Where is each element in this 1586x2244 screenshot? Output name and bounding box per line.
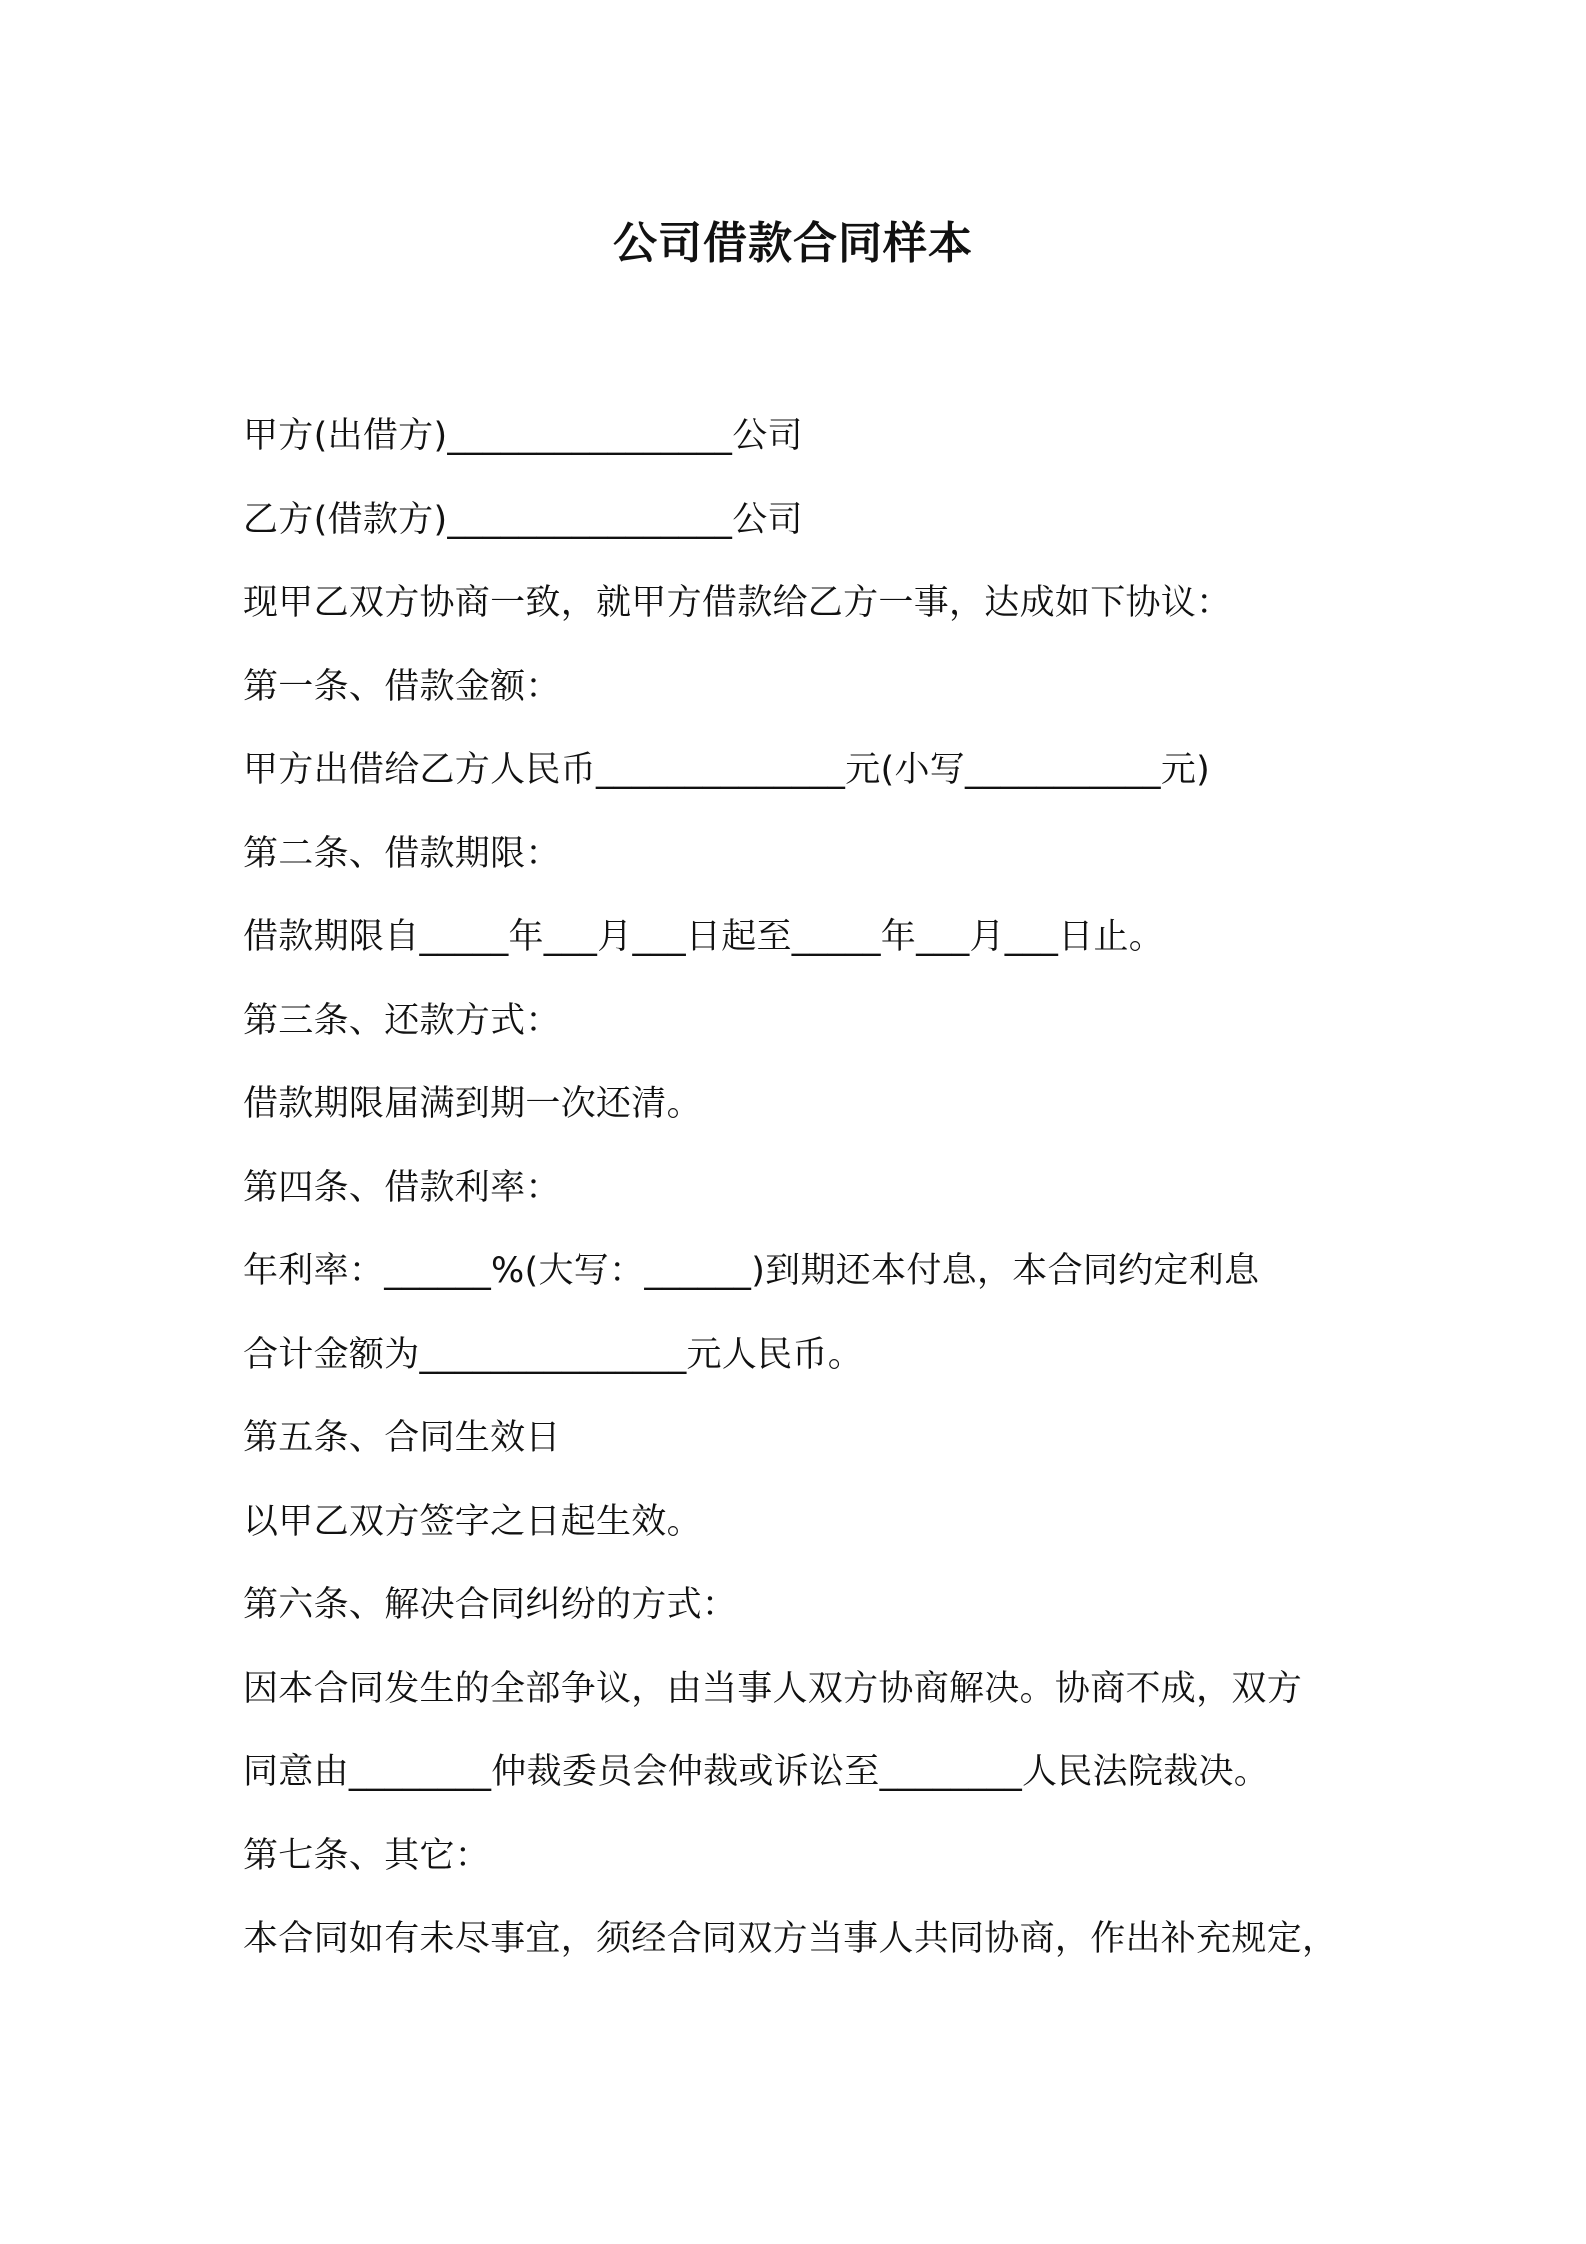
article-7-text: 本合同如有未尽事宜，须经合同双方当事人共同协商，作出补充规定，: [243, 1919, 1338, 1959]
article-2-heading: 第二条、借款期限：: [243, 833, 561, 874]
article-3-text: 借款期限届满到期一次还清。: [243, 1084, 702, 1124]
article-4-text-line-1: 年利率：______%(大写：______)到期还本付息，本合同约定利息: [243, 1251, 1260, 1291]
article-1-heading: 第一条、借款金额：: [243, 666, 561, 707]
article-6-text-line-2: 同意由________仲裁委员会仲裁或诉讼至________人民法院裁决。: [243, 1752, 1270, 1792]
document-body: [243, 406, 1363, 1993]
article-1-text: 甲方出借给乙方人民币______________元(小写___________元): [243, 750, 1211, 790]
article-6-heading: 第六条、解决合同纠纷的方式：: [243, 1585, 738, 1625]
article-7-heading: 第七条、其它：: [243, 1835, 491, 1876]
article-2-text: 借款期限自_____年___月___日起至_____年___月___日止。: [243, 917, 1165, 957]
article-6-text-line-1: 因本合同发生的全部争议，由当事人双方协商解决。协商不成，双方: [243, 1668, 1303, 1709]
article-4-text-line-2: 合计金额为_______________元人民币。: [243, 1334, 864, 1375]
document-title: 公司借款合同样本: [613, 218, 973, 269]
article-4-heading: 第四条、借款利率：: [243, 1167, 561, 1208]
party-a-line: 甲方(出借方)________________公司: [243, 416, 803, 456]
party-b-line: 乙方(借款方)________________公司: [243, 499, 803, 540]
agreement-intro: 现甲乙双方协商一致，就甲方借款给乙方一事，达成如下协议：: [243, 583, 1232, 623]
article-3-heading: 第三条、还款方式：: [243, 1000, 561, 1041]
article-5-heading: 第五条、合同生效日: [243, 1418, 561, 1458]
article-5-text: 以甲乙双方签字之日起生效。: [243, 1501, 702, 1542]
